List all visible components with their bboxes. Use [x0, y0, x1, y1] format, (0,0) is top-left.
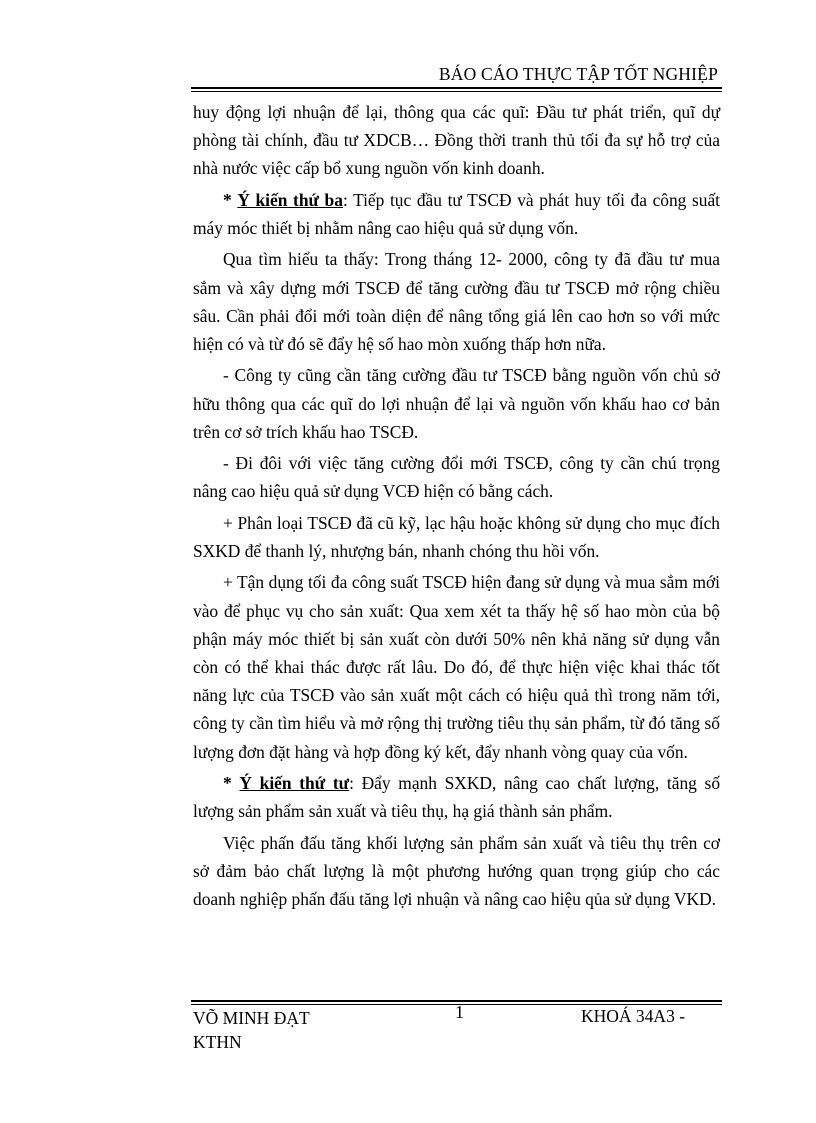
paragraph-capacity-use: + Tận dụng tối đa công suất TSCĐ hiện đang sử dụng và mua sắm mới vào để phục vụ cho sản xuất: Qua xem xét ta thấy hệ số hao mòn của bộ phận máy móc thiết bị sản xuất còn dưới 50% nên khả năng sử dụng vẫn còn có thể khai thác được rất lâu. Do đó, để thực hiện việc khai thác tốt năng lực của TSCĐ vào sản xuất một cách có hiệu quả thì trong năm tới, công ty cần tìm hiểu và mở rộng thị trường tiêu thụ sản phẩm, từ đó tăng số lượng đơn đặt hàng và hợp đồng ký kết, đẩy nhanh vòng quay của vốn. — [193, 572, 720, 762]
opinion-three-text: : Tiếp tục đầu tư TSCĐ và phát huy tối đa công suất máy móc thiết bị nhằm nâng cao hiệu quả sử dụng vốn. — [193, 189, 721, 238]
paragraph-volume-growth: Việc phấn đấu tăng khối lượng sản phẩm sản xuất và tiêu thụ trên cơ sở đảm bảo chất lượng là một phương hướng quan trọng giúp cho các doanh nghiệp phấn đấu tăng lợi nhuận và nâng cao hiệu qủa sử dụng VKD. — [193, 832, 720, 909]
header-divider — [191, 87, 722, 92]
page-number: 1 — [455, 1002, 464, 1022]
opinion-three-heading: Ý kiến thứ ba — [237, 189, 343, 210]
paragraph-efficiency: - Đi đôi với việc tăng cường đổi mới TSCĐ, công ty cần chú trọng nâng cao hiệu quả sử dụng VCĐ hiện có bằng cách. — [193, 453, 720, 502]
paragraph-opinion-four — [193, 769, 720, 825]
paragraph-continued: huy động lợi nhuận để lại, thông qua các quĩ: Đầu tư phát triển, quĩ dự phòng tài chính, đầu tư XDCB… Đồng thời tranh thủ tối đa sự hỗ trợ của nhà nước việc cấp bổ xung nguồn vốn kinh doanh. — [193, 102, 720, 179]
opinion-four-heading: Ý kiến thứ tư — [239, 772, 350, 793]
opinion-bullet: * — [223, 189, 238, 210]
opinion-bullet: * — [223, 772, 240, 793]
paragraph-equity-investment: - Công ty cũng cần tăng cường đầu tư TSCĐ bằng nguồn vốn chủ sở hữu thông qua các quĩ do lợi nhuận để lại và nguồn vốn khấu hao cơ bản trên cơ sở trích khấu hao TSCĐ. — [193, 365, 720, 442]
report-body — [193, 98, 720, 916]
page-header-title: BÁO CÁO THỰC TẬP TỐT NGHIỆP — [438, 64, 718, 84]
footer-class: KHOÁ 34A3 - — [581, 1006, 686, 1026]
paragraph-opinion-three — [193, 186, 720, 242]
footer-author: VÕ MINH ĐẠT KTHN — [193, 1008, 310, 1052]
opinion-four-text: : Đẩy mạnh SXKD, nâng cao chất lượng, tăng số lượng sản phẩm sản xuất và tiêu thụ, hạ giá thành sản phẩm. — [193, 772, 721, 822]
paragraph-liquidation: + Phân loại TSCĐ đã cũ kỹ, lạc hậu hoặc không sử dụng cho mục đích SXKD để thanh lý, nhượng bán, nhanh chóng thu hồi vốn. — [193, 512, 720, 561]
paragraph-survey: Qua tìm hiểu ta thấy: Trong tháng 12- 2000, công ty đã đầu tư mua sắm và xây dựng mới TSCĐ để tăng cường đầu tư TSCĐ mở rộng chiều sâu. Cần phải đổi mới toàn diện để nâng tổng giá lên cao hơn so với mức hiện có và từ đó sẽ đẩy hệ số hao mòn xuống thấp hơn nữa. — [193, 249, 720, 354]
